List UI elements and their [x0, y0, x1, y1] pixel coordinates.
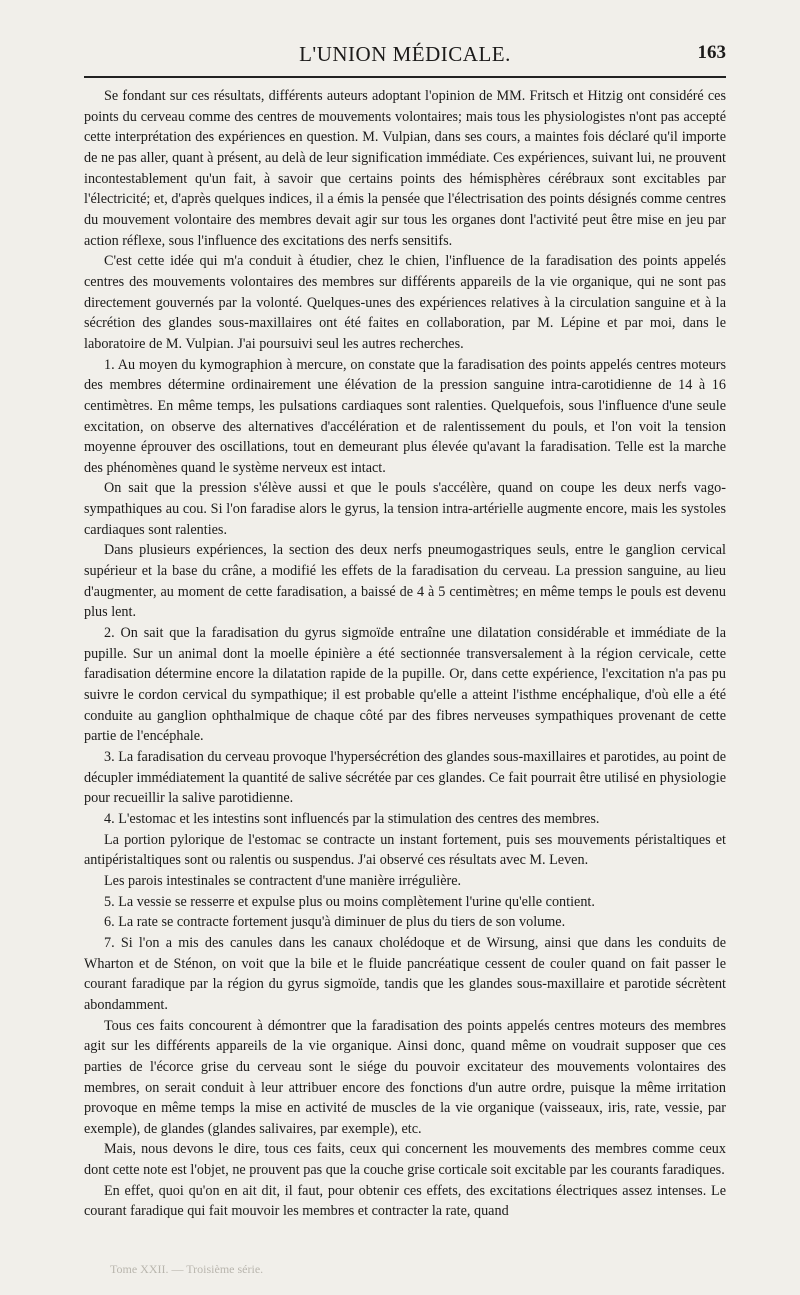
page-number: 163 [697, 42, 726, 63]
paragraph: Se fondant sur ces résultats, différents auteurs adoptant l'opinion de MM. Fritsch et Hitzig ont considéré ces points du cerveau comme des centres de mouvements volontaires; mais tous les physiologistes n'ont pas accepté cette interprétation des expériences en question. M. Vulpian, dans ses cours, a maintes fois déclaré qu'il importe de ne pas aller, quant à présent, au delà de leur signification immédiate. Ces expériences, suivant lui, ne prouvent incontestablement qu'un fait, à savoir que certains points des hémisphères cérébraux sont excitables par l'électricité; et, d'après quelques indices, il a émis la pensée que l'électrisation des points désignés comme centres du mouvement volontaire des membres devait agir sur tous les organes dont l'activité peut être mise en jeu par action réflexe, sous l'influence des excitations des nerfs sensitifs. [84, 88, 726, 249]
paragraph: La portion pylorique de l'estomac se contracte un instant fortement, puis ses mouvements péristaltiques et antipéristaltiques sont ou ralentis ou suspendus. J'ai observé ces résultats avec M. Leven. [84, 831, 726, 869]
paragraph: 4. L'estomac et les intestins sont influencés par la stimulation des centres des membres. [104, 810, 600, 827]
page-title: L'UNION MÉDICALE. [299, 42, 511, 66]
paragraph: 3. La faradisation du cerveau provoque l'hypersécrétion des glandes sous-maxillaires et parotides, au point de décupler immédiatement la quantité de salive sécrétée par ces glandes. Ce fait pourrait être utilisé en physiologie pour recueillir la salive parotidienne. [84, 749, 726, 807]
paragraph: Tous ces faits concourent à démontrer que la faradisation des points appelés centres moteurs des membres agit sur les différents appareils de la vie organique. Ainsi donc, quand même on voudrait supposer que ces parties de l'écorce grise du cerveau sont le siége du pouvoir excitateur des mouvements volontaires des membres, on serait conduit à leur attribuer encore des fonctions d'un autre ordre, puisque la même irritation provoque en même temps la mise en activité de muscles de la vie organique (vaisseaux, iris, rate, vessie, par exemple), de glandes (glandes salivaires, par exemple), etc. [84, 1017, 726, 1137]
paragraph: 7. Si l'on a mis des canules dans les canaux cholédoque et de Wirsung, ainsi que dans les conduits de Wharton et de Sténon, on voit que la bile et le fluide pancréatique cessent de couler quand on fait passer le courant faradique par la région du gyrus sigmoïde, tandis que les glandes sous-maxillaire et parotide sécrètent abondamment. [84, 934, 726, 1013]
paragraph: Dans plusieurs expériences, la section des deux nerfs pneumogastriques seuls, entre le ganglion cervical supérieur et la base du crâne, a modifié les effets de la faradisation du cerveau. La pression sanguine, au lieu d'augmenter, au moment de cette faradisation, a baissé de 4 à 5 centimètres; en même temps le pouls est devenu plus lent. [84, 542, 726, 621]
paragraph: 1. Au moyen du kymographion à mercure, on constate que la faradisation des points appelés centres moteurs des membres détermine ordinairement une élévation de la pression sanguine intra-carotidienne de 14 à 16 centimètres. En même temps, les pulsations cardiaques sont ralenties. Quelquefois, sous l'influence d'une seule excitation, on observe des alternatives d'accélération et de ralentissement du pouls, et l'on voit la tension moyenne éprouver des oscillations, tout en demeurant plus élevée qu'avant la faradisation. Telle est la marche des phénomènes quand le système nerveux est intact. [84, 356, 726, 476]
paragraph: En effet, quoi qu'on en ait dit, il faut, pour obtenir ces effets, des excitations électriques assez intenses. Le courant faradique qui fait mouvoir les membres et contracter la rate, quand [84, 1182, 726, 1220]
paragraph: Mais, nous devons le dire, tous ces faits, ceux qui concernent les mouvements des membres comme ceux dont cette note est l'objet, ne prouvent pas que la couche grise corticale soit excitable par les courants faradiques. [84, 1141, 726, 1179]
paragraph: 5. La vessie se resserre et expulse plus ou moins complètement l'urine qu'elle contient. [104, 893, 595, 910]
paragraph: 6. La rate se contracte fortement jusqu'à diminuer de plus du tiers de son volume. [104, 914, 566, 931]
body-text [84, 86, 726, 1222]
paragraph: C'est cette idée qui m'a conduit à étudier, chez le chien, l'influence de la faradisation des points appelés centres des mouvements volontaires des membres sur différents appareils de la vie organique, qui ne sont pas directement gouvernés par la volonté. Quelques-unes des expériences relatives à la circulation sanguine et à la sécrétion des glandes sous-maxillaires ont été faites en collaboration, par M. Lépine et par moi, dans le laboratoire de M. Vulpian. J'ai poursuivi seul les autres recherches. [84, 253, 726, 352]
paragraph: 2. On sait que la faradisation du gyrus sigmoïde entraîne une dilatation considérable et immédiate de la pupille. Sur un animal dont la moelle épinière a été sectionnée transversalement à la région cervicale, cette faradisation détermine encore la dilatation rapide de la pupille. Or, dans cette expérience, l'excitation n'a pas pu suivre le cordon cervical du sympathique; il est probable qu'elle a atteint l'isthme encéphalique, d'où elle a été conduite au ganglion ophthalmique de chaque côté par des fibres nerveuses sympathiques provenant de cette partie de l'encéphale. [84, 625, 726, 745]
paragraph: On sait que la pression s'élève aussi et que le pouls s'accélère, quand on coupe les deux nerfs vago-sympathiques au cou. Si l'on faradise alors le gyrus, la tension intra-artérielle augmente encore, mais les systoles cardiaques sont ralenties. [84, 480, 726, 538]
paragraph: Les parois intestinales se contractent d'une manière irrégulière. [104, 872, 462, 889]
header-rule [84, 76, 726, 78]
volume-footer: Tome XXII. — Troisième série. [110, 1262, 264, 1276]
running-head [84, 42, 726, 72]
